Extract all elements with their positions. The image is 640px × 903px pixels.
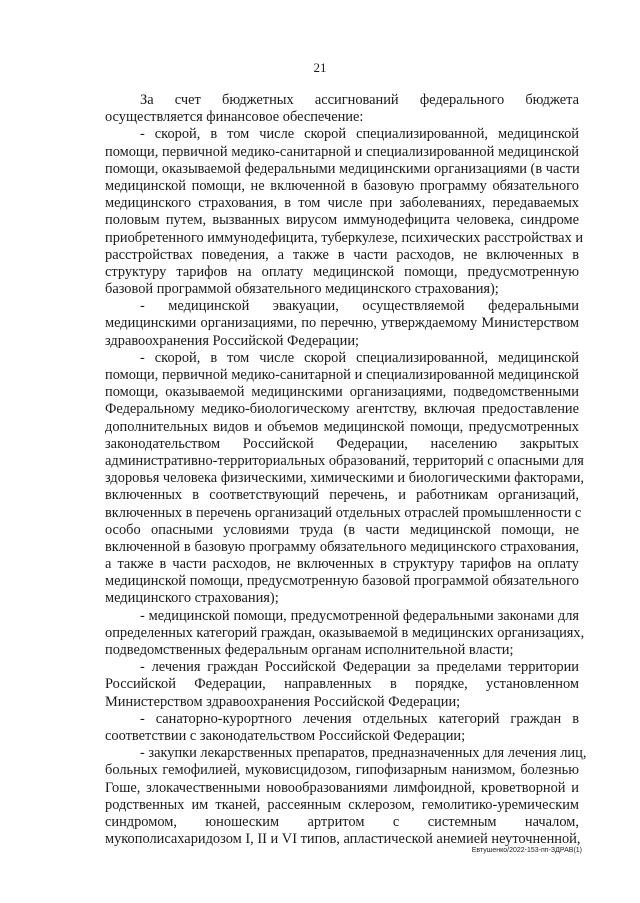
text-line: приобретенного иммунодефицита, туберкулезе, психических расстройствах и [105,229,584,246]
text-line: включенных в перечень организаций отдельных отраслей промышленности с [105,504,582,521]
text-line: Гоше, злокачественными новообразованиями лимфоидной, кроветворной и [105,779,579,796]
text-line: синдромом, юношеским артритом с системным началом, [105,813,579,830]
text-line: базовой программой обязательного медицинского страхования); [105,281,499,298]
text-line: соответствии с законодательством Российской Федерации; [105,727,466,744]
page-number: 21 [313,60,327,75]
text-line: медицинскими организациями, по перечню, утверждаемому Министерством [105,315,579,332]
text-line: больных гемофилией, муковисцидозом, гипофизарным нанизмом, болезнью [105,762,579,779]
text-line: - санаторно-курортного лечения отдельных категорий граждан в [140,710,579,727]
text-line: осуществляется финансовое обеспечение: [105,109,364,126]
text-line: законодательством Российской Федерации, населению закрытых [105,435,579,452]
text-line: медицинской помощи, предусмотренную базовой программой обязательного [105,573,579,590]
text-line: помощи, оказываемой федеральными медицинскими организациями (в части [105,160,580,177]
text-line: За счет бюджетных ассигнований федерального бюджета [140,92,579,108]
text-line: Российской Федерации, направленных в порядке, установленном [105,676,579,693]
document-body [105,92,587,848]
text-line: медицинской помощи, не включенной в базовую программу обязательного [105,177,579,194]
text-line: определенных категорий граждан, оказываемой в медицинских организациях, [105,624,585,641]
text-line: - закупки лекарственных препаратов, предназначенных для лечения лиц, [140,745,587,762]
text-line: расстройствах поведения, а также в части расходов, не включенных в [105,246,579,263]
text-line: особо опасными условиями труда (в части медицинской помощи, не [105,521,579,538]
text-line: помощи, первичной медико-санитарной и специализированной медицинской [105,367,579,383]
text-line: помощи, оказываемой медицинскими организациями, подведомственными [105,384,579,401]
text-line: медицинского страхования); [105,590,279,607]
text-line: медицинского страхования, в том числе при заболеваниях, передаваемых [105,195,579,212]
text-line: здоровья человека физическими, химическими и биологическими факторами, [105,470,584,487]
text-line: дополнительных видов и объемов медицинской помощи, предусмотренных [105,418,579,435]
text-line: - медицинской эвакуации, осуществляемой федеральными [140,298,579,315]
text-line: здравоохранения Российской Федерации; [105,332,360,349]
text-line: родственных им тканей, рассеянным склерозом, гемолитико-уремическим [105,796,579,813]
text-line: структуру тарифов на оплату медицинской помощи, предусмотренную [105,263,579,280]
text-line: административно-территориальных образований, территорий с опасными для [105,452,584,469]
text-line: включенных в соответствующий перечень, и работникам организаций, [105,487,579,504]
text-line: Федеральному медико-биологическому агентству, включая предоставление [105,401,579,418]
text-line: половым путем, вызванных вирусом иммунодефицита человека, синдроме [105,212,579,229]
text-line: помощи, первичной медико-санитарной и специализированной медицинской [105,143,579,160]
text-line: Министерством здравоохранения Российской Федерации; [105,693,461,710]
text-line: - медицинской помощи, предусмотренной федеральными законами для [140,607,579,624]
text-line: - лечения граждан Российской Федерации за пределами территории [140,659,579,676]
footer-document-code: Евтушенко/2022-153-пп-ЗДРАВ(1) [471,847,582,854]
text-line: - скорой, в том числе скорой специализированной, медицинской [140,349,579,366]
text-line: включенной в базовую программу обязательного медицинского страхования, [105,538,579,555]
text-line: а также в части расходов, не включенных в структуру тарифов на оплату [105,556,579,573]
text-line: мукополисахаридозом I, II и VI типов, апластической анемией неуточненной, [105,831,581,848]
text-line: подведомственных федеральным органам исполнительной власти; [105,642,514,658]
text-line: - скорой, в том числе скорой специализированной, медицинской [140,126,579,143]
